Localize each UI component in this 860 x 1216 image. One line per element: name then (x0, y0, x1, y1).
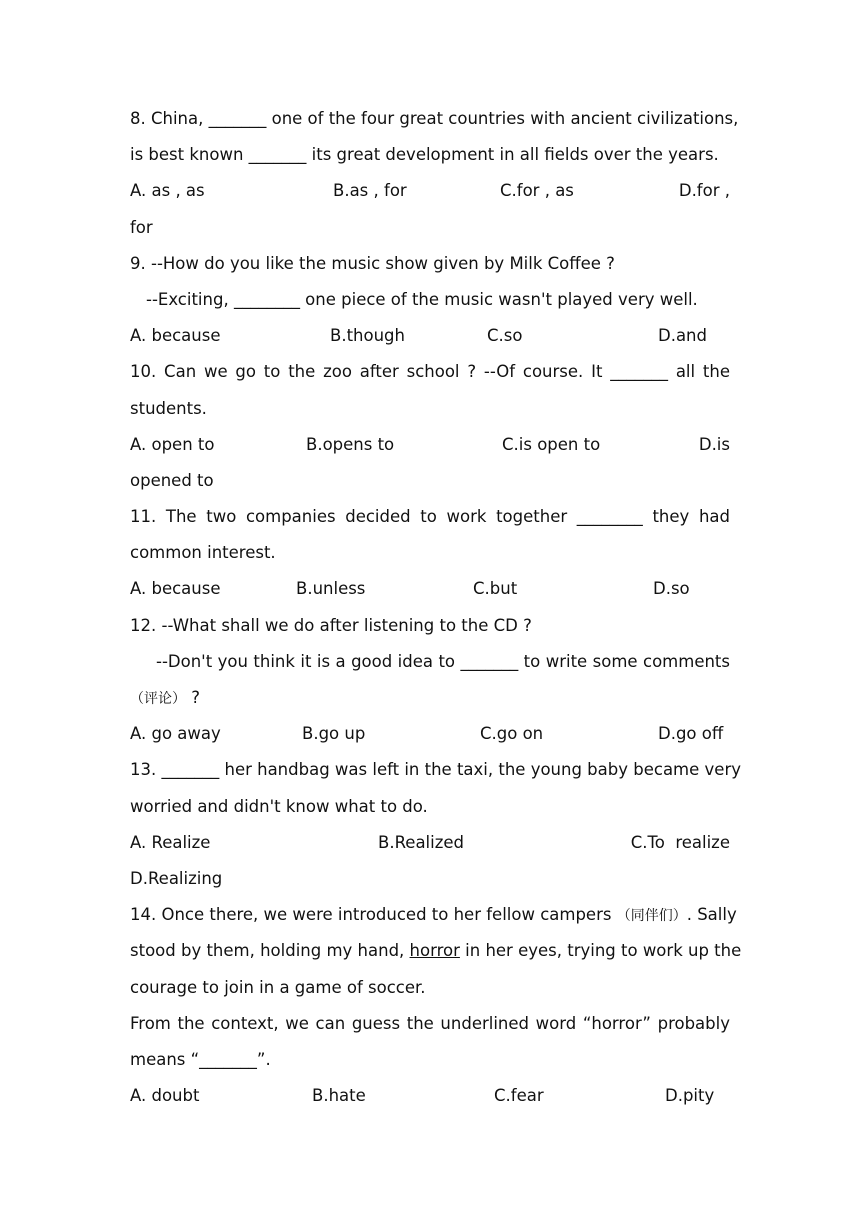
q12-options (130, 716, 730, 752)
q11-options (130, 571, 730, 607)
q9-option-d: D.and (658, 326, 707, 346)
q14-stem-line-1-end: . Sally (686, 905, 737, 925)
exam-page (130, 101, 742, 1114)
q14-stem-line-1 (130, 897, 737, 933)
q12-option-d: D.go off (658, 724, 724, 744)
q12-option-c: C.go on (480, 724, 544, 744)
q13-option-c: C.To realize (630, 832, 730, 852)
q12-option-a: A. go away (130, 724, 221, 744)
q9-option-b: B.though (330, 326, 405, 346)
q13-stem-line-1: 13. _______ her handbag was left in the taxi, the young baby became very (130, 760, 741, 780)
q10-stem-line-1: 10. Can we go to the zoo after school ? --Of course. It _______ all the (130, 362, 730, 382)
q8-options (130, 173, 730, 209)
q14-options (130, 1078, 730, 1114)
q8-option-c: C.for , as (500, 181, 574, 201)
q8-stem-line-2: is best known _______ its great development in all fields over the years. (130, 145, 719, 165)
q11-option-d: D.so (653, 579, 690, 599)
q10-option-c: C.is open to (502, 434, 601, 454)
q13-option-a: A. Realize (130, 832, 211, 852)
q11-option-b: B.unless (296, 579, 366, 599)
q8-option-d: D.for , (678, 181, 730, 201)
q14-stem-line-3: courage to join in a game of soccer. (130, 977, 426, 997)
q14-stem-line-2 (130, 933, 742, 969)
q12-stem-line-2: --Don't you think it is a good idea to _______ to write some comments (156, 651, 730, 671)
q12-stem-line-3 (130, 680, 730, 716)
q10-option-b: B.opens to (306, 434, 395, 454)
q8-option-b: B.as , for (333, 181, 407, 201)
q11-option-a: A. because (130, 579, 221, 599)
q14-stem-line-2-end: in her eyes, trying to work up the (459, 941, 742, 961)
q14-option-b: B.hate (312, 1086, 366, 1106)
q9-options (130, 318, 730, 354)
q13-option-d: D.Realizing (130, 868, 223, 888)
q10-option-d-continued: opened to (130, 470, 214, 490)
q14-option-a: A. doubt (130, 1086, 200, 1106)
q14-chinese-gloss: （同伴们） (616, 908, 687, 925)
q12-option-b: B.go up (302, 724, 366, 744)
q12-chinese-gloss: （评论） (130, 691, 186, 707)
q13-option-b: B.Realized (378, 832, 465, 852)
q10-option-d: D.is (698, 434, 730, 454)
q10-option-a: A. open to (130, 434, 215, 454)
q11-option-c: C.but (473, 579, 518, 599)
q14-underlined-word: horror (409, 941, 460, 961)
q8-stem-line-1: 8. China, _______ one of the four great countries with ancient civilizations, (130, 109, 739, 128)
q13-stem-line-2: worried and didn't know what to do. (130, 796, 428, 816)
q14-stem-line-1-text: 14. Once there, we were introduced to her fellow campers (130, 905, 617, 925)
q9-option-a: A. because (130, 326, 221, 346)
q9-stem-line-1: 9. --How do you like the music show given by Milk Coffee ? (130, 253, 615, 273)
q9-stem-line-2: --Exciting, ________ one piece of the music wasn't played very well. (146, 289, 698, 309)
q13-options (130, 825, 730, 861)
q14-stem-line-2-start: stood by them, holding my hand, (130, 941, 410, 961)
q11-stem-line-2: common interest. (130, 543, 276, 563)
q14-stem-line-4: From the context, we can guess the underlined word “horror” probably (130, 1013, 730, 1033)
q11-stem-line-1: 11. The two companies decided to work together ________ they had (130, 507, 730, 527)
q8-option-d-continued: for (130, 217, 153, 237)
q12-question-mark: ? (186, 688, 201, 707)
q9-option-c: C.so (487, 326, 523, 346)
q14-option-c: C.fear (494, 1086, 544, 1106)
q10-options (130, 427, 730, 463)
q14-option-d: D.pity (665, 1086, 715, 1106)
q12-stem-line-1: 12. --What shall we do after listening to the CD ? (130, 615, 532, 635)
q10-stem-line-2: students. (130, 398, 207, 418)
q14-stem-line-5: means “_______”. (130, 1049, 271, 1069)
q8-option-a: A. as , as (130, 181, 205, 201)
